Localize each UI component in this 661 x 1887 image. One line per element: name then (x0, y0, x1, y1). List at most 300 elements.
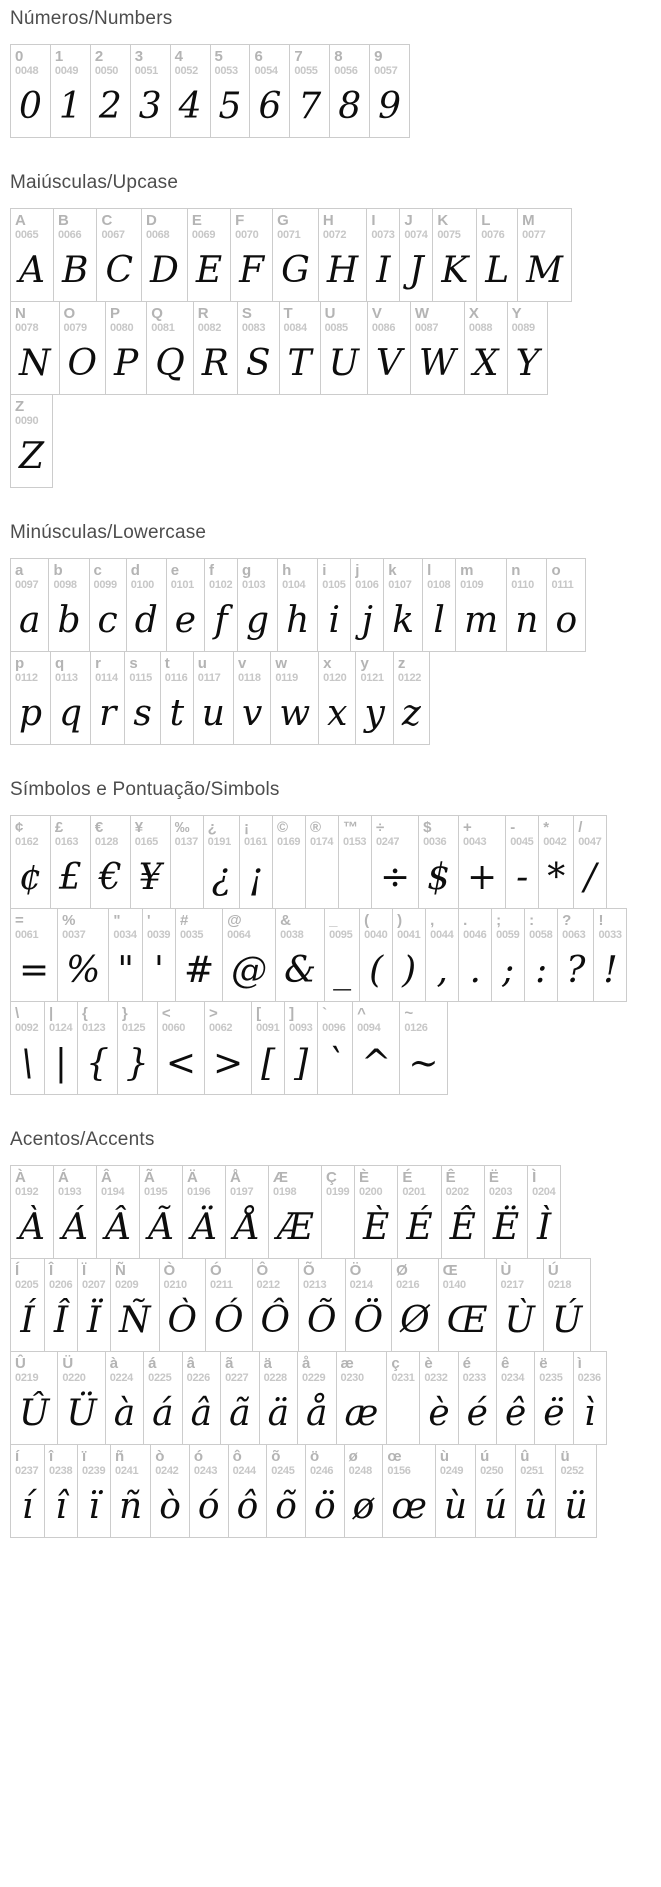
glyph-cell-meta (11, 652, 50, 685)
glyph-code-label: 0225 (148, 1372, 172, 1385)
glyph-code-label: 0126 (404, 1022, 428, 1035)
glyph-preview: â (190, 1393, 213, 1434)
glyph-char-label: c (93, 562, 102, 579)
glyph-char-label: a (15, 562, 24, 579)
glyph-char-label: [ (256, 1005, 262, 1022)
glyph-preview: o (555, 600, 578, 641)
glyph-cell (277, 559, 317, 651)
glyph-cell-meta (394, 652, 429, 685)
glyph-preview: 7 (298, 86, 322, 127)
glyph-char-label: ™ (342, 819, 358, 836)
glyph-char-label: ^ (357, 1005, 366, 1022)
glyph-preview: Å (234, 1207, 260, 1248)
glyph-preview: Á (62, 1207, 88, 1248)
glyph-char-label: V (371, 305, 382, 322)
glyph-code-label: 0084 (283, 322, 307, 335)
glyph-preview: ï (88, 1486, 100, 1527)
glyph-char-label: ä (263, 1355, 272, 1372)
glyph-preview: À (19, 1207, 45, 1248)
glyph-preview: k (392, 600, 415, 641)
glyph-preview: 5 (218, 86, 242, 127)
glyph-row (10, 908, 627, 1002)
glyph-preview: \ (21, 1043, 34, 1084)
glyph-char-label: Œ (442, 1262, 458, 1279)
char-section (10, 522, 651, 745)
glyph-preview: " (117, 950, 134, 991)
glyph-code-label: 0062 (208, 1022, 233, 1035)
glyph-preview: D (150, 250, 179, 291)
glyph-cell-meta (339, 816, 371, 849)
glyph-preview: R (201, 343, 229, 384)
glyph-preview: 8 (338, 86, 362, 127)
glyph-char-label: & (280, 912, 291, 929)
glyph-cell-meta (539, 816, 573, 849)
glyph-preview: # (183, 950, 215, 991)
glyph-cell (432, 209, 476, 301)
glyph-code-label: 0052 (174, 65, 198, 78)
glyph-char-label: d (130, 562, 140, 579)
glyph-cell (143, 1352, 181, 1444)
glyph-code-label: 0213 (303, 1279, 327, 1292)
glyph-cell (193, 302, 237, 394)
glyph-char-label: x (323, 655, 332, 672)
glyph-cell-meta (158, 1002, 204, 1035)
glyph-cell-meta (97, 1166, 139, 1199)
glyph-cell (110, 1259, 159, 1351)
glyph-preview: U (328, 343, 359, 384)
glyph-cell-meta (508, 302, 548, 335)
glyph-code-label: 0202 (445, 1186, 469, 1199)
glyph-cell-meta (11, 816, 50, 849)
glyph-code-label: 0193 (58, 1186, 82, 1199)
glyph-cell (204, 1002, 251, 1094)
glyph-row (10, 1351, 607, 1445)
glyph-cell (11, 559, 48, 651)
glyph-code-label: 0064 (227, 929, 251, 942)
glyph-preview: A (19, 250, 45, 291)
glyph-code-label: 0073 (371, 229, 395, 242)
glyph-char-label: 0 (15, 48, 24, 65)
glyph-char-label: ò (155, 1448, 165, 1465)
glyph-preview: è (428, 1393, 450, 1434)
glyph-cell-meta (118, 1002, 157, 1035)
glyph-cell-meta (131, 45, 170, 78)
glyph-char-label: { (82, 1005, 88, 1022)
glyph-cell (175, 909, 222, 1001)
glyph-preview: I (376, 250, 391, 291)
glyph-preview: î (55, 1486, 67, 1527)
glyph-preview: Ã (148, 1207, 174, 1248)
glyph-cell (96, 209, 141, 301)
glyph-code-label: 0079 (63, 322, 87, 335)
glyph-cell (11, 209, 53, 301)
section-title: Acentos/Accents (10, 1129, 155, 1150)
glyph-cell (239, 816, 272, 908)
glyph-code-label: 0125 (121, 1022, 146, 1035)
glyph-cell (220, 1352, 258, 1444)
glyph-row (10, 1165, 561, 1259)
glyph-char-label: Y (511, 305, 522, 322)
glyph-code-label: 0245 (271, 1465, 295, 1478)
glyph-cell (270, 652, 318, 744)
glyph-cell (59, 302, 106, 394)
glyph-preview: h (286, 600, 310, 641)
glyph-preview: - (516, 857, 529, 898)
glyph-cell-meta (318, 1002, 352, 1035)
glyph-char-label: B (58, 212, 69, 229)
glyph-char-label: Ñ (115, 1262, 126, 1279)
section-title: Símbolos e Pontuação/Simbols (10, 779, 280, 800)
glyph-cell (344, 1445, 383, 1537)
glyph-preview: ! (603, 950, 618, 991)
glyph-preview: 9 (378, 86, 402, 127)
glyph-cell-meta (387, 1352, 419, 1385)
glyph-code-label: 0058 (529, 929, 553, 942)
glyph-cell-meta (558, 909, 593, 942)
glyph-code-label: 0206 (49, 1279, 73, 1292)
glyph-cell (418, 816, 458, 908)
glyph-preview: $ (427, 857, 451, 898)
glyph-code-label: 0196 (187, 1186, 211, 1199)
glyph-char-label: £ (54, 819, 64, 836)
glyph-code-label: 0200 (359, 1186, 383, 1199)
glyph-char-label: ] (289, 1005, 295, 1022)
glyph-preview: 6 (258, 86, 282, 127)
glyph-cell-meta (142, 209, 187, 242)
glyph-cell-meta (267, 1445, 305, 1478)
glyph-code-label: 0082 (197, 322, 222, 335)
glyph-char-label: ? (562, 912, 572, 929)
glyph-code-label: 0086 (371, 322, 396, 335)
glyph-char-label: b (53, 562, 63, 579)
glyph-cell-meta (91, 652, 124, 685)
glyph-preview: 2 (98, 86, 122, 127)
glyph-cell (318, 209, 366, 301)
glyph-cell (476, 209, 517, 301)
glyph-cell-meta (497, 1352, 534, 1385)
glyph-cell (53, 1166, 96, 1258)
glyph-cell (419, 1352, 457, 1444)
glyph-code-label: 0153 (342, 836, 367, 849)
glyph-char-label: G (277, 212, 289, 229)
glyph-cell-meta (574, 816, 606, 849)
glyph-code-label: 0203 (488, 1186, 513, 1199)
glyph-row (10, 394, 53, 488)
glyph-cell (11, 652, 50, 744)
glyph-cell-meta (211, 45, 250, 78)
glyph-preview: f (214, 600, 228, 641)
glyph-cell (367, 302, 410, 394)
glyph-char-label: Õ (303, 1262, 315, 1279)
glyph-code-label: 0227 (225, 1372, 249, 1385)
glyph-preview: } (125, 1043, 149, 1084)
glyph-preview: ú (484, 1486, 508, 1527)
glyph-cell (11, 1002, 44, 1094)
glyph-preview: Q (155, 343, 185, 384)
glyph-code-label: 0088 (468, 322, 493, 335)
glyph-cell (251, 1002, 284, 1094)
glyph-cell-meta (411, 302, 464, 335)
glyph-code-label: 0051 (134, 65, 158, 78)
glyph-char-label: â (186, 1355, 195, 1372)
glyph-cell (593, 909, 626, 1001)
glyph-cell-meta (11, 209, 53, 242)
glyph-code-label: 0100 (130, 579, 154, 592)
glyph-char-label: A (15, 212, 26, 229)
glyph-preview: ë (543, 1393, 565, 1434)
glyph-preview (322, 1199, 354, 1258)
glyph-char-label: W (414, 305, 430, 322)
glyph-char-label: ‰ (174, 819, 190, 836)
glyph-preview: B (62, 250, 89, 291)
glyph-cell-meta (54, 1166, 96, 1199)
glyph-cell-meta (325, 909, 359, 942)
glyph-char-label: I (371, 212, 376, 229)
glyph-cell-meta (147, 302, 193, 335)
glyph-cell (89, 559, 126, 651)
glyph-code-label: 0090 (15, 415, 39, 428)
glyph-cell (57, 909, 108, 1001)
glyph-code-label: 0089 (511, 322, 535, 335)
glyph-preview: Ö (353, 1300, 384, 1341)
glyph-code-label: 0219 (15, 1372, 39, 1385)
glyph-cell (249, 45, 289, 137)
glyph-cell (237, 559, 277, 651)
glyph-cell (391, 1259, 438, 1351)
glyph-cell (159, 1259, 206, 1351)
glyph-code-label: 0234 (500, 1372, 525, 1385)
glyph-char-label: 6 (254, 48, 263, 65)
glyph-preview: p (19, 693, 43, 734)
glyph-cell (397, 1166, 440, 1258)
glyph-code-label: 0065 (15, 229, 39, 242)
glyph-preview: Ä (191, 1207, 217, 1248)
glyph-char-label: h (282, 562, 292, 579)
glyph-code-label: 0069 (191, 229, 216, 242)
glyph-preview: : (535, 950, 548, 991)
glyph-code-label: 0120 (323, 672, 347, 685)
glyph-char-label: Å (230, 1169, 241, 1186)
glyph-cell-meta (51, 816, 90, 849)
glyph-preview: V (375, 343, 402, 384)
glyph-cell (393, 652, 429, 744)
glyph-cell-meta (322, 1166, 354, 1199)
glyph-cell (146, 302, 193, 394)
glyph-code-label: 0103 (242, 579, 266, 592)
section-title: Maiúsculas/Upcase (10, 172, 179, 193)
glyph-cell-meta (367, 209, 399, 242)
glyph-preview: C (105, 250, 134, 291)
glyph-preview: ¥ (138, 857, 162, 898)
glyph-char-label: Ã (144, 1169, 155, 1186)
glyph-code-label: 0243 (193, 1465, 218, 1478)
glyph-code-label: 0044 (430, 929, 454, 942)
glyph-code-label: 0107 (388, 579, 412, 592)
glyph-code-label: 0216 (396, 1279, 420, 1292)
glyph-cell (297, 1352, 335, 1444)
glyph-code-label: 0106 (355, 579, 379, 592)
glyph-char-label: / (578, 819, 583, 836)
glyph-char-label: u (197, 655, 207, 672)
glyph-preview: | (54, 1043, 68, 1084)
glyph-code-label: 0033 (598, 929, 622, 942)
glyph-cell-meta (11, 1445, 44, 1478)
glyph-code-label: 0054 (254, 65, 278, 78)
glyph-code-label: 0199 (326, 1186, 350, 1199)
glyph-code-label: 0063 (562, 929, 586, 942)
glyph-code-label: 0087 (414, 322, 439, 335)
glyph-cell (275, 909, 324, 1001)
glyph-cell-meta (507, 559, 546, 592)
glyph-code-label: 0104 (282, 579, 306, 592)
glyph-cell (369, 45, 409, 137)
glyph-cell (237, 302, 279, 394)
glyph-code-label: 0244 (232, 1465, 256, 1478)
glyph-cell-meta (252, 1002, 284, 1035)
glyph-code-label: 0035 (179, 929, 204, 942)
glyph-cell (538, 816, 573, 908)
glyph-preview: Ò (167, 1300, 198, 1341)
glyph-preview: g (246, 600, 270, 641)
glyph-code-label: 0099 (93, 579, 117, 592)
glyph-cell-meta (423, 559, 455, 592)
glyph-char-label: 7 (294, 48, 303, 65)
glyph-code-label: 0235 (539, 1372, 563, 1385)
glyph-cell (139, 1166, 182, 1258)
glyph-preview: 1 (58, 86, 82, 127)
glyph-cell (105, 1352, 143, 1444)
glyph-code-label: 0114 (95, 672, 118, 685)
glyph-cell-meta (226, 1166, 268, 1199)
glyph-code-label: 0191 (207, 836, 231, 849)
glyph-char-label: í (15, 1448, 20, 1465)
glyph-char-label: Ö (349, 1262, 362, 1279)
glyph-cell (108, 909, 142, 1001)
glyph-code-label: 0034 (113, 929, 137, 942)
glyph-code-label: 0252 (560, 1465, 584, 1478)
glyph-cell-meta (285, 1002, 317, 1035)
glyph-preview (339, 849, 371, 908)
glyph-preview: W (418, 343, 456, 384)
glyph-cell-meta (269, 1166, 321, 1199)
glyph-code-label: 0041 (397, 929, 421, 942)
glyph-cell-meta (190, 1445, 228, 1478)
glyph-preview: æ (344, 1393, 379, 1434)
glyph-code-label: 0094 (357, 1022, 381, 1035)
glyph-preview: 4 (178, 86, 202, 127)
glyph-char-label: E (191, 212, 202, 229)
glyph-char-label: Æ (273, 1169, 288, 1186)
glyph-char-label: : (529, 912, 535, 929)
glyph-cell (266, 1445, 305, 1537)
glyph-preview: < (165, 1043, 196, 1084)
glyph-cell-meta (45, 1445, 77, 1478)
glyph-code-label: 0108 (427, 579, 451, 592)
glyph-cell-meta (45, 1002, 77, 1035)
glyph-row (10, 44, 410, 138)
glyph-cell-meta (273, 816, 305, 849)
glyph-cell-meta (273, 209, 318, 242)
glyph-char-label: L (481, 212, 491, 229)
glyph-char-label: Ò (163, 1262, 176, 1279)
glyph-cell-meta (78, 1259, 110, 1292)
glyph-code-label: 0078 (15, 322, 39, 335)
glyph-char-label: q (55, 655, 65, 672)
glyph-char-label: r (95, 655, 101, 672)
glyph-code-label: 0047 (578, 836, 602, 849)
glyph-preview: È (363, 1207, 390, 1248)
glyph-cell-meta (318, 559, 350, 592)
glyph-preview (387, 1385, 419, 1444)
glyph-cell-meta (535, 1352, 572, 1385)
glyph-cell (496, 1259, 543, 1351)
glyph-preview: H (326, 250, 359, 291)
glyph-cell (225, 1166, 268, 1258)
glyph-code-label: 0236 (577, 1372, 601, 1385)
glyph-preview: ó (197, 1486, 220, 1527)
glyph-cell (44, 1002, 77, 1094)
glyph-row (10, 1001, 448, 1095)
glyph-char-label: Á (58, 1169, 69, 1186)
glyph-code-label: 0039 (146, 929, 171, 942)
glyph-code-label: 0112 (15, 672, 38, 685)
glyph-char-label: ù (439, 1448, 450, 1465)
glyph-cell-meta (240, 816, 272, 849)
glyph-cell-meta (547, 559, 585, 592)
glyph-cell (350, 559, 383, 651)
glyph-preview: & (284, 950, 317, 991)
glyph-cell (458, 1352, 496, 1444)
glyph-code-label: 0123 (82, 1022, 106, 1035)
glyph-char-label: M (522, 212, 535, 229)
glyph-cell (455, 559, 506, 651)
glyph-preview: å (306, 1393, 328, 1434)
glyph-code-label: 0174 (309, 836, 334, 849)
glyph-preview: > (212, 1043, 244, 1084)
glyph-char-label: ñ (115, 1448, 125, 1465)
glyph-code-label: 0238 (49, 1465, 73, 1478)
glyph-cell (11, 816, 50, 908)
font-character-map (10, 8, 651, 1538)
glyph-char-label: Ë (488, 1169, 499, 1186)
glyph-cell-meta (260, 1352, 297, 1385)
glyph-preview: % (66, 950, 101, 991)
glyph-cell (11, 1166, 53, 1258)
glyph-cell (422, 559, 455, 651)
glyph-char-label: 1 (54, 48, 64, 65)
glyph-preview: ò (159, 1486, 181, 1527)
glyph-preview: P (114, 343, 139, 384)
glyph-preview: + (467, 857, 498, 898)
glyph-code-label: 0247 (375, 836, 400, 849)
glyph-cell (44, 1445, 77, 1537)
glyph-code-label: 0128 (94, 836, 119, 849)
glyph-char-label: | (49, 1005, 54, 1022)
glyph-cell-meta (372, 816, 418, 849)
glyph-cell-meta (276, 909, 324, 942)
glyph-cell-meta (125, 652, 159, 685)
glyph-preview: = (19, 950, 50, 991)
glyph-preview: * (547, 857, 566, 898)
glyph-code-label: 0105 (322, 579, 346, 592)
glyph-cell-meta (465, 302, 507, 335)
glyph-cell-meta (384, 559, 422, 592)
glyph-char-label: p (15, 655, 25, 672)
glyph-cell (305, 816, 338, 908)
glyph-code-label: 0048 (15, 65, 39, 78)
glyph-cell (491, 909, 524, 1001)
glyph-row (10, 651, 430, 745)
